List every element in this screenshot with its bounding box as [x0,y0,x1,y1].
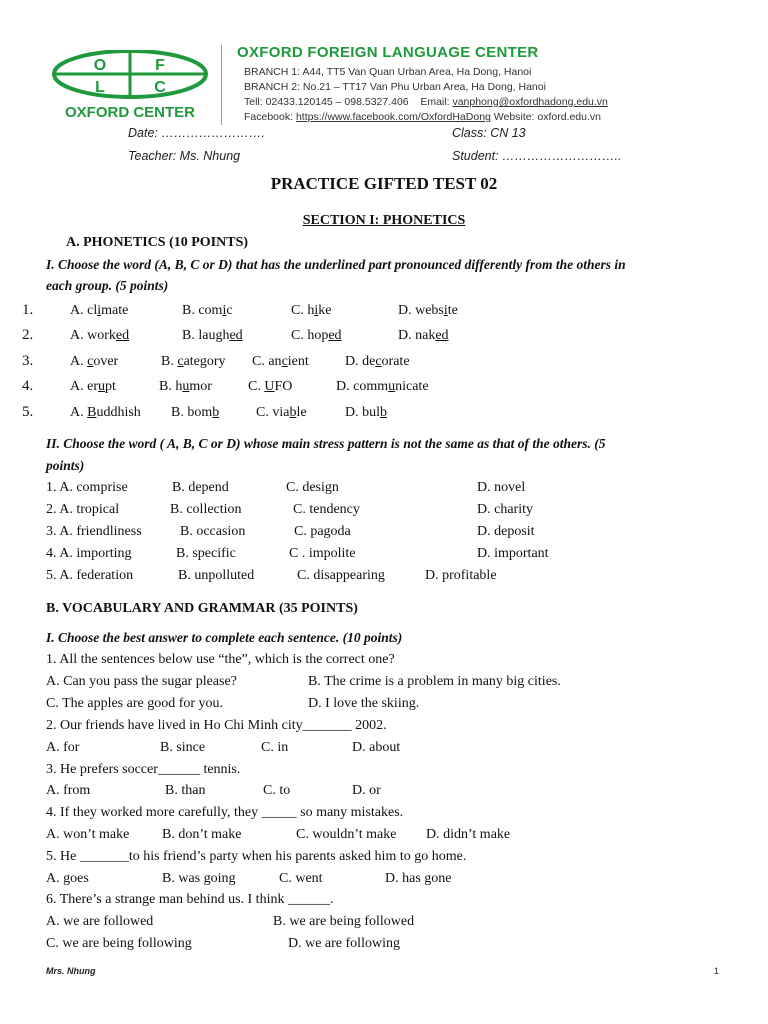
option-text: pt [105,379,116,394]
option-text: mate [101,303,129,318]
student-field: Student: ……………………….. [452,149,622,163]
option-text: C. via [256,405,290,420]
stress-option: B. depend [172,480,229,495]
q2-option-b: B. since [160,740,206,755]
q3-option-b: B. than [165,783,206,798]
logo-letter-o: O [93,57,107,74]
stress-option: C. pagoda [294,524,351,539]
part-b-heading: B. VOCABULARY AND GRAMMAR (35 POINTS) [46,601,358,616]
option-text: B. laugh [182,328,230,343]
option-text: D. de [345,354,376,369]
phonetics-option [159,379,212,395]
option-text: A. work [70,328,116,343]
option-text: A. [70,354,88,369]
stress-option: 2. A. tropical [46,502,120,517]
email-label: Email: [420,96,450,108]
phonetics-option [252,354,309,370]
phonetics-option [70,328,129,344]
class-field: Class: CN 13 [452,126,526,140]
phonetics-number: 2. [22,327,34,343]
stress-instruction-cont: points) [46,458,85,473]
branch-1: BRANCH 1: A44, TT5 Van Quan Urban Area, Ha Dong, Hanoi [244,66,532,78]
web-line [244,111,601,123]
website: Website: oxford.edu.vn [493,111,601,123]
option-text: uddhish [96,405,141,420]
option-text: te [447,303,458,318]
phonetics-instruction-cont: each group. (5 points) [46,278,169,293]
option-text: D. nak [398,328,436,343]
underlined-part: b [289,405,297,420]
option-text: A. cl [70,303,98,318]
stress-option: C. design [286,480,339,495]
header-divider [221,45,222,125]
option-text: C. hop [291,328,329,343]
q6-option-b: B. we are being followed [273,914,415,929]
underlined-part: B [87,405,97,420]
phonetics-number: 3. [22,353,34,369]
q5-option-b: B. was going [162,871,236,886]
q5-option-a: A. goes [46,871,89,886]
phonetics-number: 5. [22,404,34,420]
option-text: B. com [182,303,223,318]
stress-instruction: II. Choose the word ( A, B, C or D) whose main stress pattern is not the same as that of the others. (5 [46,436,606,451]
option-text: A. [70,405,88,420]
q6-option-c: C. we are being following [46,936,192,951]
q2-option-c: C. in [261,740,289,755]
logo-letter-c: C [154,79,166,96]
phonetics-option [70,303,128,319]
option-text: ke [318,303,332,318]
phonetics-option [182,303,233,319]
oxford-center-logo [50,50,210,122]
underlined-part: u [388,379,396,394]
phonetics-option [345,405,387,421]
stress-option: B. specific [176,546,236,561]
q3-option-c: C. to [263,783,291,798]
option-text: C. an [252,354,282,369]
option-text: mor [189,379,212,394]
question-4: 4. If they worked more carefully, they _____ so many mistakes. [46,805,404,820]
phonetics-option [291,328,342,344]
option-text: ient [287,354,309,369]
page-title: PRACTICE GIFTED TEST 02 [270,174,498,193]
stress-option: D. important [477,546,549,561]
q4-option-c: C. wouldn’t make [296,827,397,842]
option-text: D. webs [398,303,444,318]
phonetics-option [256,405,307,421]
option-text: le [296,405,307,420]
q5-option-d: D. has gone [385,871,452,886]
phonetics-instruction: I. Choose the word (A, B, C or D) that has the underlined part pronounced differently from the others in [46,257,626,272]
branch-2: BRANCH 2: No.21 – TT17 Van Phu Urban Area, Ha Dong, Hanoi [244,81,546,93]
option-text: FO [274,379,293,394]
underlined-part: ed [328,328,342,343]
q5-option-c: C. went [279,871,323,886]
stress-option: D. novel [477,480,526,495]
underlined-part: ed [229,328,243,343]
option-text: A. er [70,379,98,394]
stress-option: C. tendency [293,502,360,517]
phonetics-option [248,379,292,395]
q1-option-b: B. The crime is a problem in many big cities. [308,674,561,689]
q2-option-d: D. about [352,740,401,755]
logo-letter-l: L [95,79,105,96]
option-text: C. h [291,303,315,318]
stress-option: D. charity [477,502,533,517]
option-text: nicate [395,379,429,394]
q2-option-a: A. for [46,740,80,755]
q4-option-a: A. won’t make [46,827,130,842]
stress-option: B. collection [170,502,242,517]
tel: Tell: 02433.120145 – 098.5327.406 [244,96,409,108]
q4-option-d: D. didn’t make [426,827,511,842]
underlined-part: c [281,354,288,369]
underlined-part: i [314,303,319,318]
phonetics-number: 4. [22,378,34,394]
phonetics-option [70,405,141,421]
option-text: B. h [159,379,183,394]
logo-name: OXFORD CENTER [64,104,196,121]
phonetics-number: 1. [22,302,34,318]
option-text: B. bom [171,405,213,420]
phonetics-option [398,303,458,319]
question-3: 3. He prefers soccer______ tennis. [46,762,241,777]
stress-option: 1. A. comprise [46,480,128,495]
underlined-part: i [222,303,227,318]
q1-option-c: C. The apples are good for you. [46,696,224,711]
underlined-part: c [87,354,94,369]
section-heading: SECTION I: PHONETICS [302,213,466,228]
q3-option-d: D. or [352,783,381,798]
underlined-part: u [98,379,105,394]
underlined-part: ed [435,328,449,343]
logo-letter-f: F [155,57,165,74]
underlined-part: b [212,405,220,420]
contact-line [244,96,608,108]
option-text: D. bul [345,405,380,420]
underlined-part: u [182,379,190,394]
option-text: ategory [183,354,226,369]
question-1: 1. All the sentences below use “the”, which is the correct one? [46,652,395,667]
part-a-heading: A. PHONETICS (10 POINTS) [66,235,249,250]
facebook-label: Facebook: [244,111,294,123]
option-text: orate [381,354,410,369]
underlined-part: b [380,405,387,420]
phonetics-option [171,405,219,421]
option-text: C. [248,379,265,394]
question-5: 5. He _______to his friend’s party when his parents asked him to go home. [46,849,467,864]
q6-option-d: D. we are following [288,936,400,951]
phonetics-option [182,328,243,344]
teacher-field: Teacher: Ms. Nhung [128,149,241,163]
center-name: OXFORD FOREIGN LANGUAGE CENTER [237,44,539,61]
stress-option: D. profitable [425,568,497,583]
question-6: 6. There’s a strange man behind us. I think ______. [46,892,334,907]
page-number: 1 [714,966,720,976]
underlined-part: c [177,354,184,369]
stress-option: D. deposit [477,524,535,539]
stress-option: B. unpolluted [178,568,255,583]
stress-option: 4. A. importing [46,546,132,561]
underlined-part: i [97,303,102,318]
phonetics-option [70,379,116,395]
underlined-part: i [443,303,448,318]
stress-option: C . impolite [289,546,356,561]
stress-option: 5. A. federation [46,568,134,583]
stress-option: 3. A. friendliness [46,524,142,539]
q4-option-b: B. don’t make [162,827,242,842]
footer-author: Mrs. Nhung [46,966,96,976]
option-text: over [93,354,119,369]
stress-option: C. disappearing [297,568,385,583]
q1-option-d: D. I love the skiing. [308,696,420,711]
phonetics-option [336,379,429,395]
option-text: B. [161,354,178,369]
date-field: Date: ……………………. [128,126,265,140]
vocab-instruction: I. Choose the best answer to complete each sentence. (10 points) [46,630,403,645]
email-link[interactable]: vanphong@oxfordhadong.edu.vn [452,96,608,108]
phonetics-option [161,354,226,370]
underlined-part: ed [115,328,130,343]
option-text: D. comm [336,379,389,394]
q3-option-a: A. from [46,783,91,798]
option-text: c [226,303,233,318]
q6-option-a: A. we are followed [46,914,154,929]
facebook-link[interactable]: https://www.facebook.com/OxfordHaDong [295,111,491,123]
underlined-part: U [264,379,275,394]
stress-option: B. occasion [180,524,246,539]
question-2: 2. Our friends have lived in Ho Chi Minh city_______ 2002. [46,718,387,733]
phonetics-option [291,303,331,319]
q1-option-a: A. Can you pass the sugar please? [46,674,237,689]
phonetics-option [70,354,118,370]
phonetics-option [398,328,449,344]
underlined-part: c [375,354,382,369]
phonetics-option [345,354,410,370]
